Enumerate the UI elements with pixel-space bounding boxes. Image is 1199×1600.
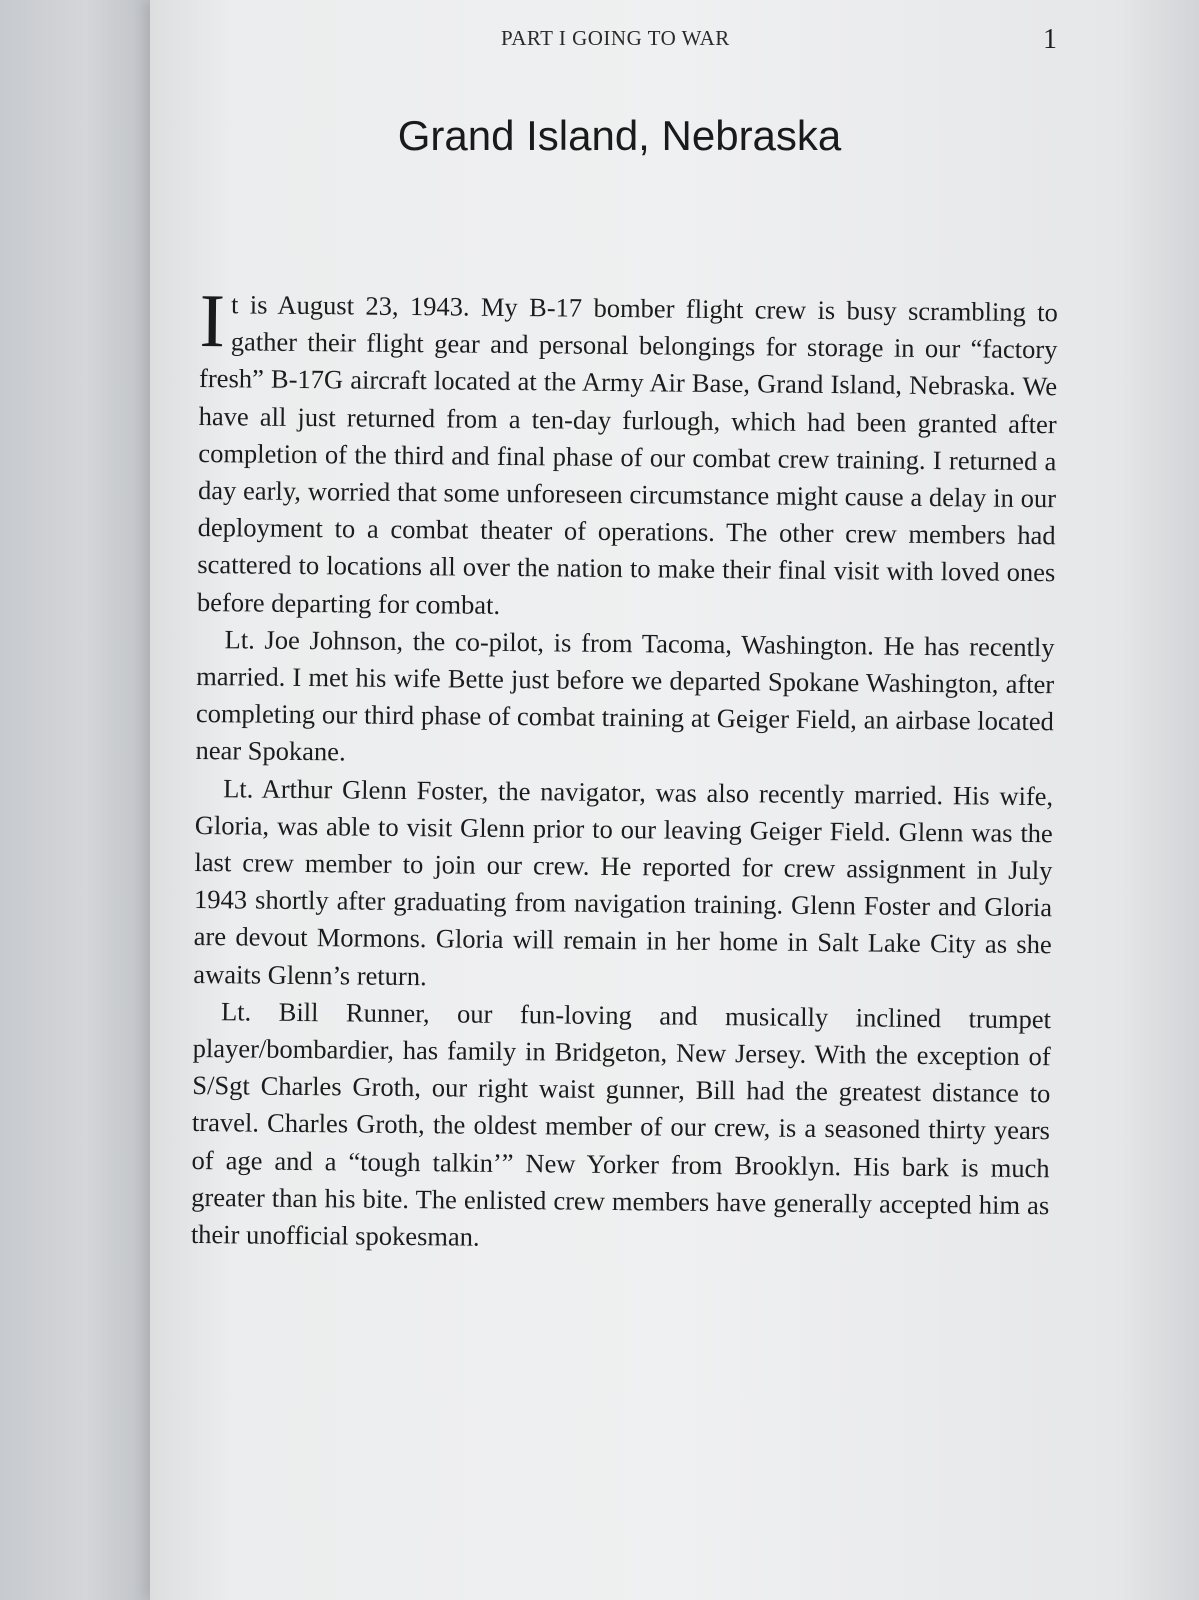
drop-cap: I [199,279,226,364]
chapter-body [190,279,1058,1261]
running-head: PART I GOING TO WAR [501,26,730,50]
paragraph-1-text: t is August 23, 1943. My B-17 bomber flight crew is busy scrambling to gather their flight gear and personal belongings for storage in our “factory fresh” B-17G aircraft located at the Army Air Base, Grand Island, Nebraska. We have all just returned from a ten-day furlough, which had been granted after completion of the third and final phase of our combat crew training. I returned a day early, worried that some unforeseen circumstance might cause a delay in our deployment to a combat theater of operations. The other crew members had scattered to locations all over the nation to make their final visit with loved ones before departing for combat. [196,289,1058,620]
page-number: 1 [1043,24,1057,55]
paragraph-4: Lt. Bill Runner, our fun-loving and musically inclined trumpet player/bombardier, has family in Bridgeton, New Jersey. With the exception of S/Sgt Charles Groth, our right waist gunner, Bill had the greatest distance to travel. Charles Groth, the oldest member of our crew, is a seasoned thirty years of age and a “tough talkin’” New Yorker from Brooklyn. His bark is much greater than his bite. The enlisted crew members have generally accepted him as their unofficial spokesman. [190,996,1052,1252]
paragraph-2: Lt. Joe Johnson, the co-pilot, is from Tacoma, Washington. He has recently married. I met his wife Bette just before we departed Spokane Washington, after completing our third phase of combat training at Geiger Field, an airbase located near Spokane. [195,624,1055,767]
chapter-title: Grand Island, Nebraska [397,112,842,159]
page-header [150,26,1199,56]
paragraph-1 [196,279,1058,629]
book-page [150,0,1199,1600]
paragraph-3: Lt. Arthur Glenn Foster, the navigator, was also recently married. His wife, Gloria, was able to visit Glenn prior to our leaving Geiger Field. Glenn was the last crew member to join our crew. He reported for crew assignment in July 1943 shortly after graduating from navigation training. Glenn Foster and Gloria are devout Mormons. Gloria will remain in her home in Salt Lake City as she awaits Glenn’s return. [193,772,1054,991]
